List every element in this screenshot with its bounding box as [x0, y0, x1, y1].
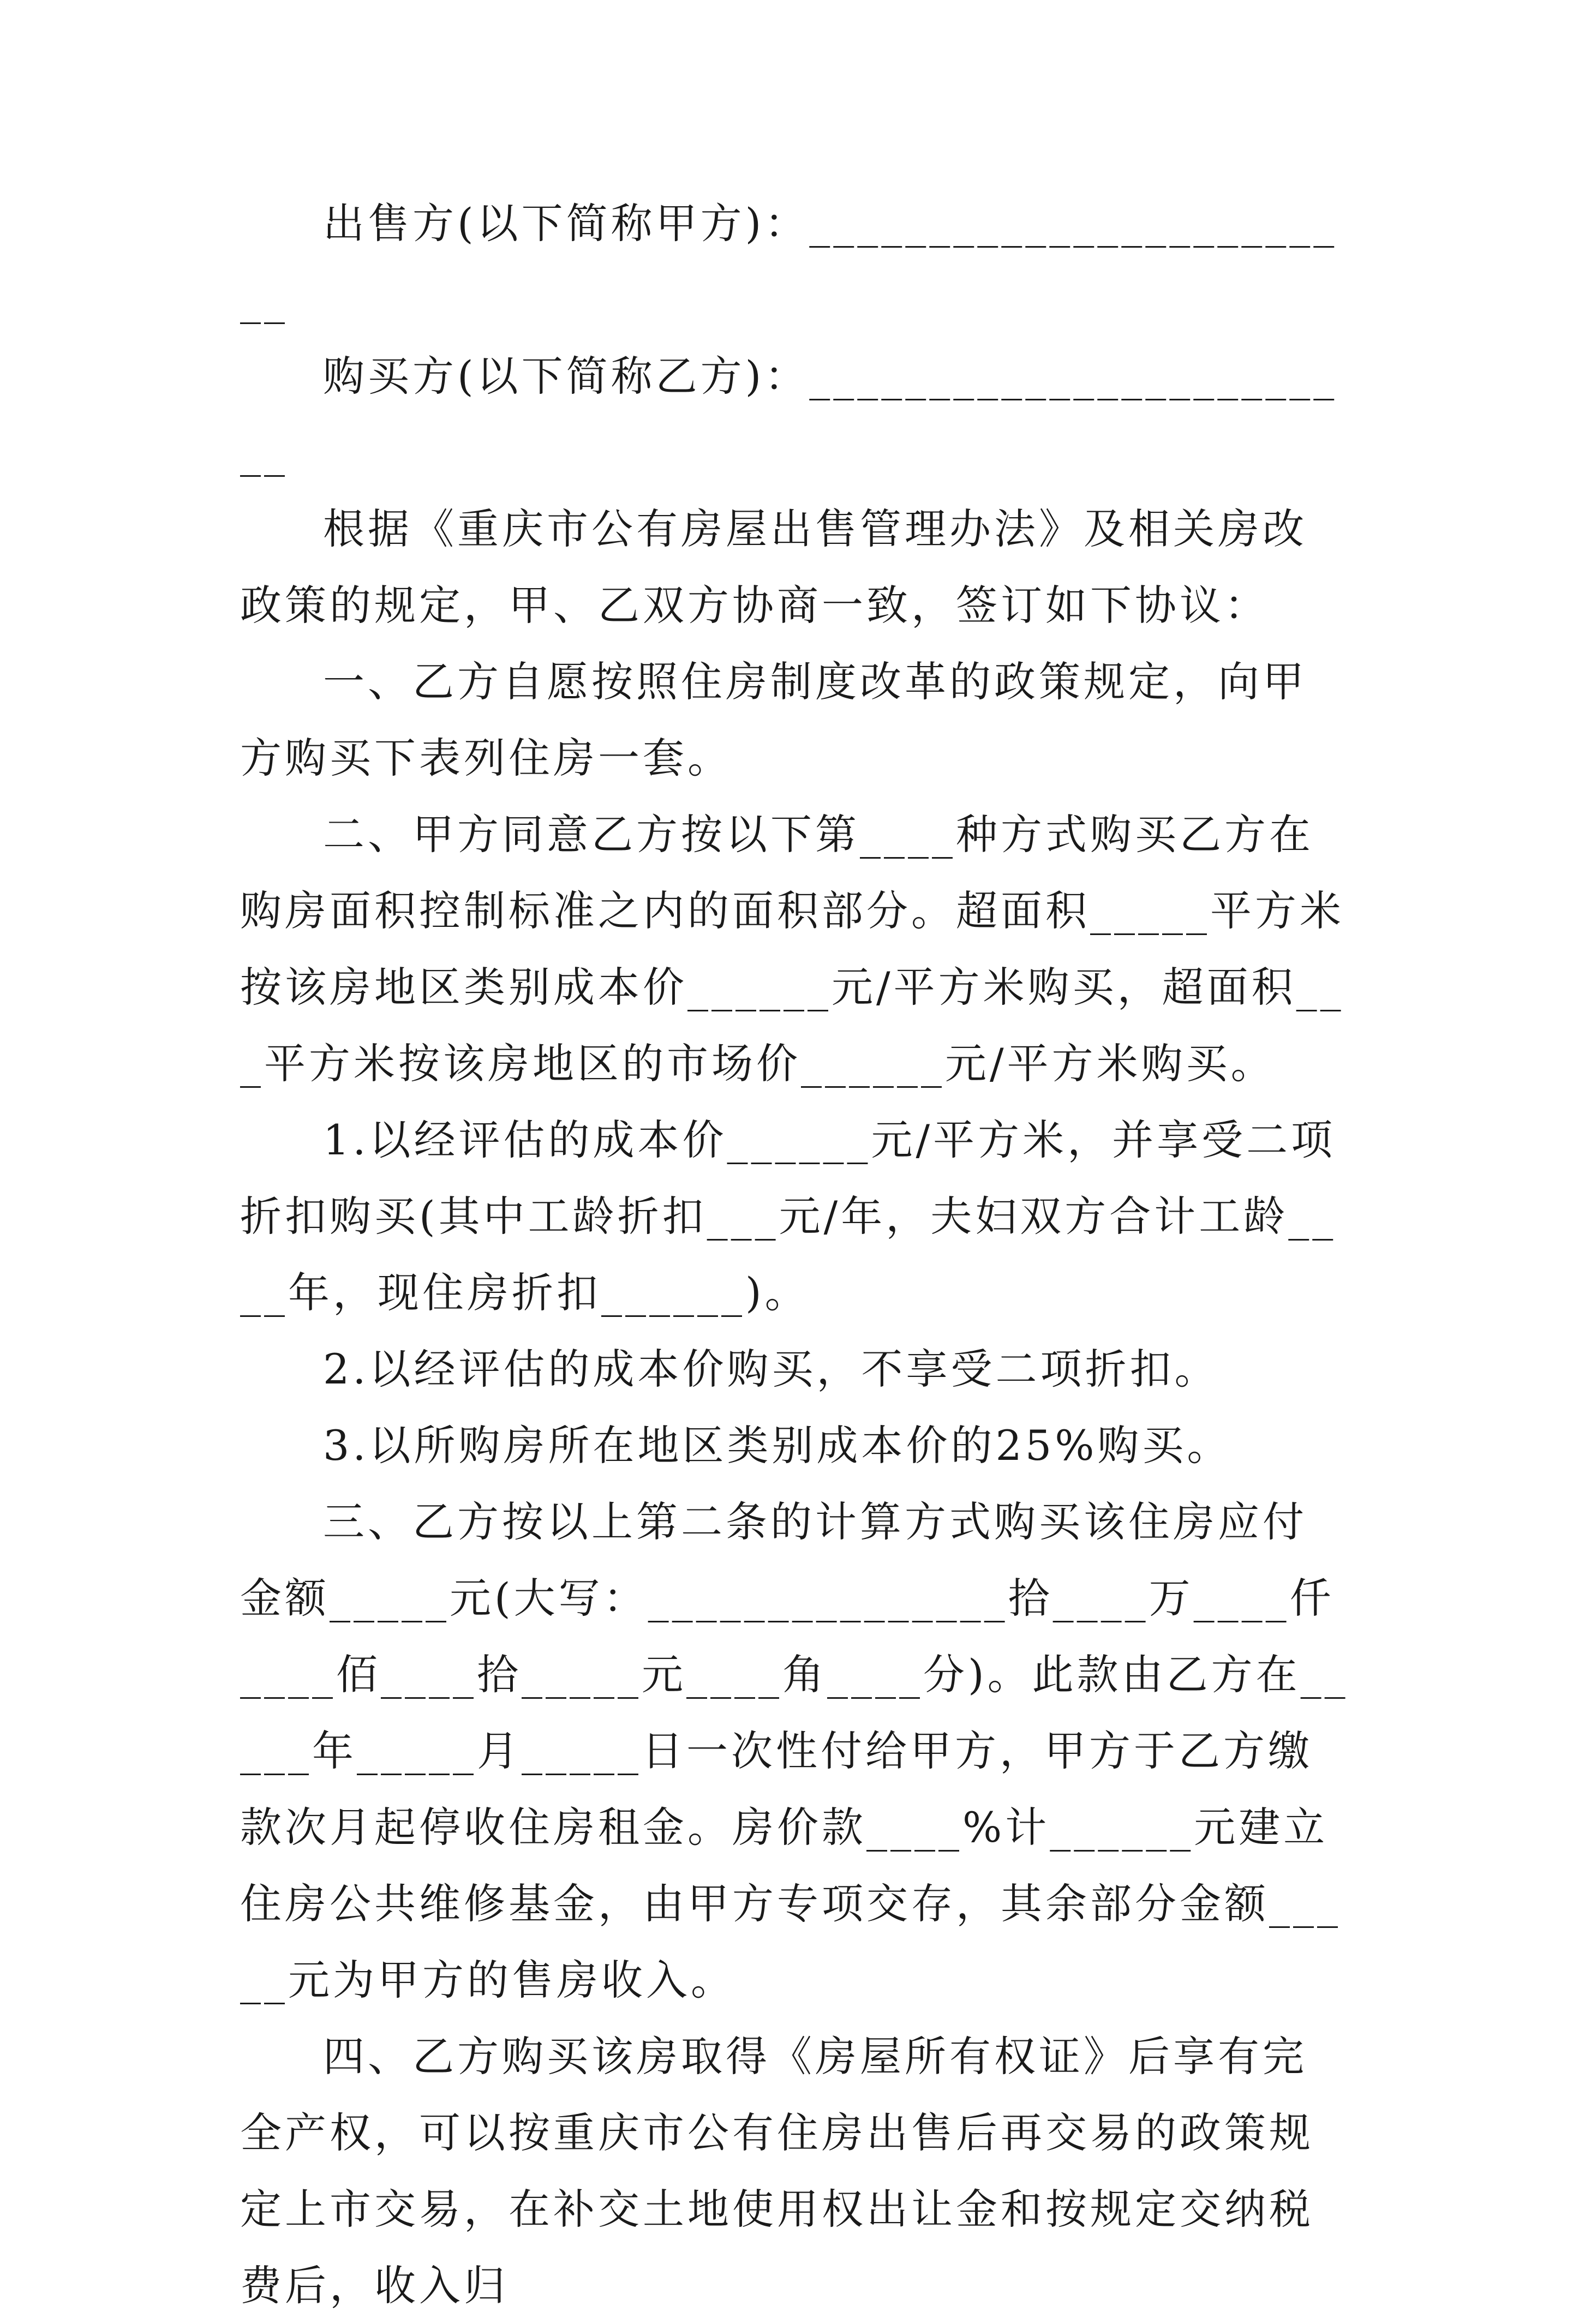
- clause-2-paragraph: 二、甲方同意乙方按以下第____种方式购买乙方在购房面积控制标准之内的面积部分。超面积_____平方米按该房地区类别成本价______元/平方米购买，超面积___平方米按该房地区的市场价______元/平方米购买。: [240, 810, 1344, 1088]
- contract-document: [240, 185, 1350, 2324]
- option-1-paragraph: 1.以经评估的成本价______元/平方米，并享受二项折扣购买(其中工龄折扣___元/年，夫妇双方合计工龄____年，现住房折扣______)。: [240, 1116, 1337, 1317]
- seller-line: 出售方(以下简称甲方)：________________________: [240, 199, 1338, 324]
- option-2-paragraph: 2.以经评估的成本价购买，不享受二项折扣。: [323, 1345, 1219, 1393]
- clause-1-paragraph: 一、乙方自愿按照住房制度改革的政策规定，向甲方购买下表列住房一套。: [240, 657, 1307, 782]
- clause-3-paragraph: 三、乙方按以上第二条的计算方式购买该住房应付金额_____元(大写：_______________拾____万____仟____佰____拾_____元____角____分)。此款由乙方在_____年_____月_____日一次性付给甲方，甲方于乙方缴款次月起停收住房租金。房价款____%计______元建立住房公共维修基金，由甲方专项交存，其余部分金额_____元为甲方的售房收入。: [240, 1498, 1349, 2004]
- clause-4-paragraph: 四、乙方购买该房取得《房屋所有权证》后享有完全产权，可以按重庆市公有住房出售后再交易的政策规定上市交易，在补交土地使用权出让金和按规定交纳税费后，收入归: [240, 2032, 1314, 2310]
- buyer-line: 购买方(以下简称乙方)：________________________: [240, 352, 1338, 477]
- preamble-paragraph: 根据《重庆市公有房屋出售管理办法》及相关房改政策的规定，甲、乙双方协商一致，签订如下协议：: [240, 505, 1307, 630]
- option-3-paragraph: 3.以所购房所在地区类别成本价的25%购买。: [323, 1421, 1232, 1470]
